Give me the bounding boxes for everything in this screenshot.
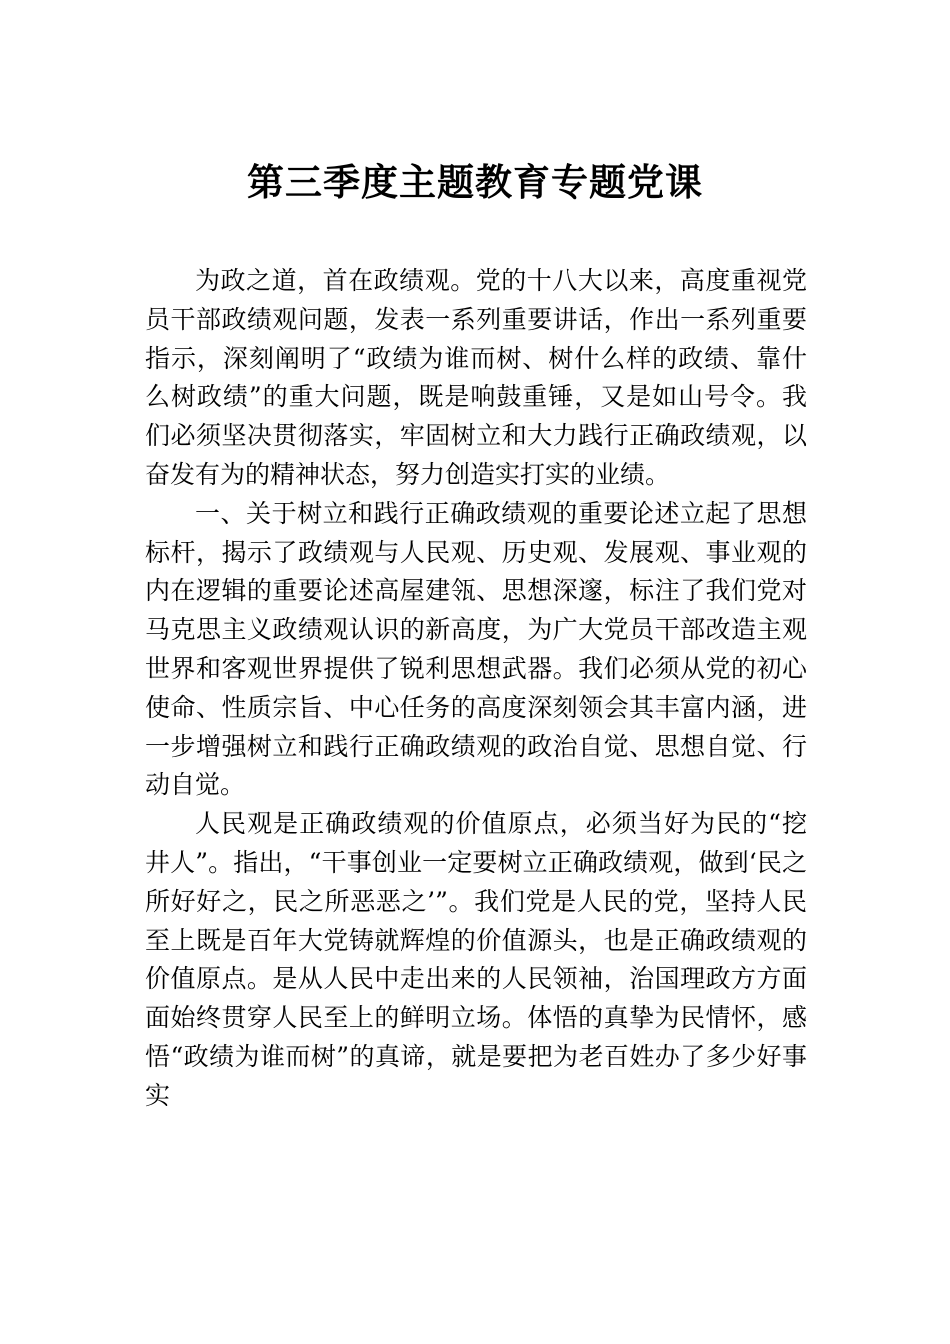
body-paragraph-people-view: 人民观是正确政绩观的价值原点，必须当好为民的“挖井人”。指出，“干事创业一定要树立正确政绩观，做到‘民之所好好之，民之所恶恶之’”。我们党是人民的党，坚持人民至上既是百年大党铸就辉煌的价值源头，也是正确政绩观的价值原点。是从人民中走出来的人民领袖，治国理政方方面面始终贯穿人民至上的鲜明立场。体悟的真挚为民情怀，感悟“政绩为谁而树”的真谛，就是要把为老百姓办了多少好事实 <box>145 809 807 1110</box>
body-paragraph-intro: 为政之道，首在政绩观。党的十八大以来，高度重视党员干部政绩观问题，发表一系列重要讲话，作出一系列重要指示，深刻阐明了“政绩为谁而树、树什么样的政绩、靠什么树政绩”的重大问题，既是响鼓重锤，又是如山号令。我们必须坚决贯彻落实，牢固树立和大力践行正确政绩观，以奋发有为的精神状态，努力创造实打实的业绩。 <box>145 266 807 489</box>
body-paragraph-section-one: 一、关于树立和践行正确政绩观的重要论述立起了思想标杆，揭示了政绩观与人民观、历史观、发展观、事业观的内在逻辑的重要论述高屋建瓴、思想深邃，标注了我们党对马克思主义政绩观认识的新高度，为广大党员干部改造主观世界和客观世界提供了锐利思想武器。我们必须从党的初心使命、性质宗旨、中心任务的高度深刻领会其丰富内涵，进一步增强树立和践行正确政绩观的政治自觉、思想自觉、行动自觉。 <box>145 498 807 800</box>
document-title: 第三季度主题教育专题党课 <box>247 160 703 204</box>
document-body <box>145 262 807 1116</box>
